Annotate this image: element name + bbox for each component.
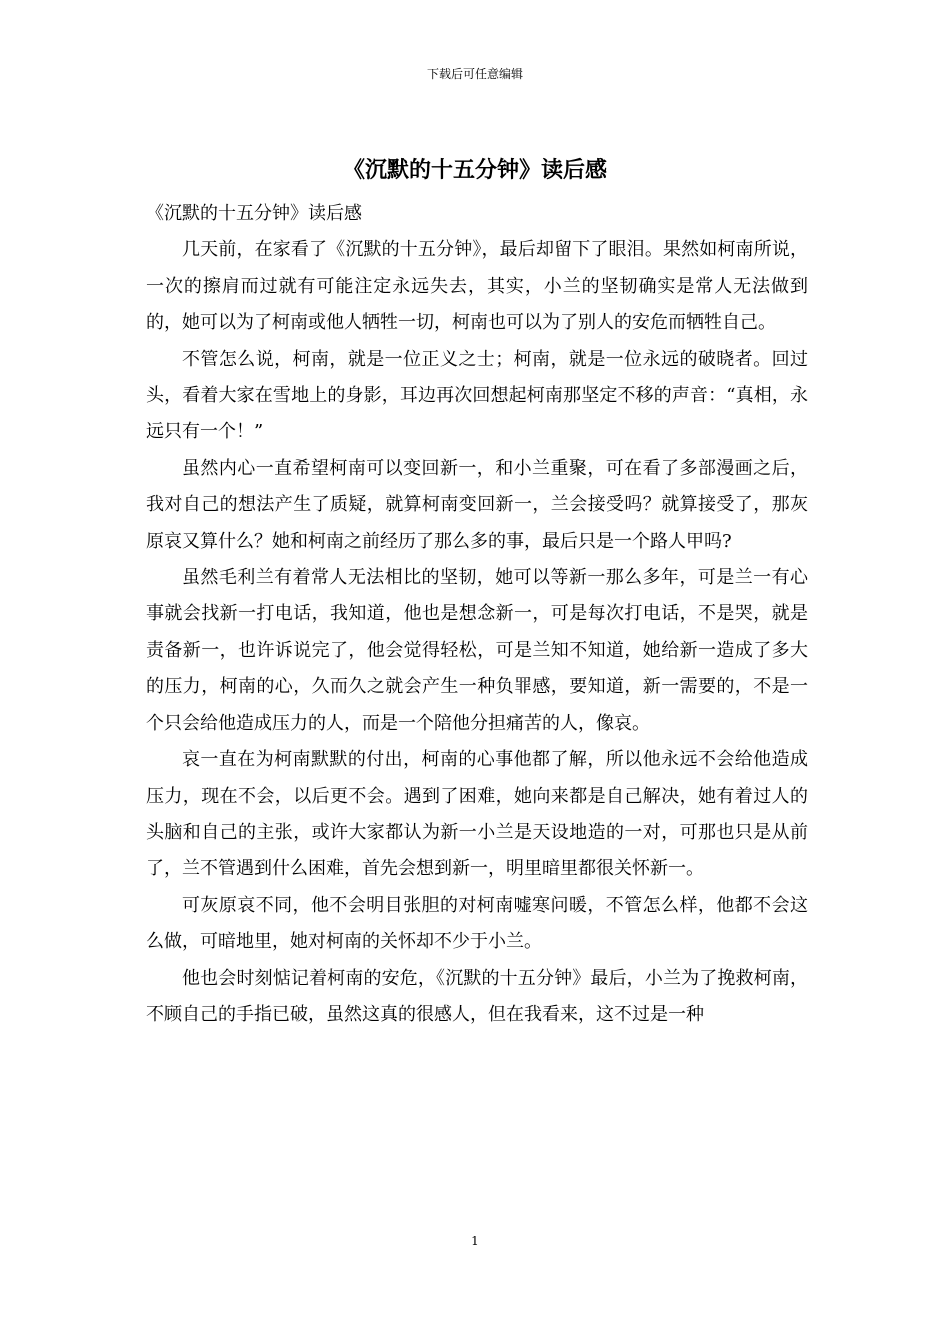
document-title: 《沉默的十五分钟》读后感 xyxy=(342,157,607,183)
paragraph: 他也会时刻惦记着柯南的安危，《沉默的十五分钟》最后，小兰为了挽救柯南，不顾自己的手指已破，虽然这真的很感人，但在我看来，这不过是一种 xyxy=(146,967,808,1025)
document-body xyxy=(146,196,808,1033)
page-number: 1 xyxy=(471,1234,479,1248)
paragraph: 虽然毛利兰有着常人无法相比的坚韧，她可以等新一那么多年，可是兰一有心事就会找新一打电话，我知道，他也是想念新一，可是每次打电话，不是哭，就是责备新一，也许诉说完了，他会觉得轻松，可是兰知不知道，她给新一造成了多大的压力，柯南的心，久而久之就会产生一种负罪感，要知道，新一需要的，不是一个只会给他造成压力的人，而是一个陪他分担痛苦的人，像哀。 xyxy=(146,567,808,734)
paragraph: 几天前，在家看了《沉默的十五分钟》，最后却留下了眼泪。果然如柯南所说，一次的擦肩而过就有可能注定永远失去，其实，小兰的坚韧确实是常人无法做到的，她可以为了柯南或他人牺牲一切，柯南也可以为了别人的安危而牺牲自己。 xyxy=(146,239,808,334)
paragraph: 不管怎么说，柯南，就是一位正义之士；柯南，就是一位永远的破晓者。回过头，看着大家在雪地上的身影，耳边再次回想起柯南那坚定不移的声音：“真相，永远只有一个！” xyxy=(146,348,808,443)
paragraph: 可灰原哀不同，他不会明目张胆的对柯南嘘寒问暖，不管怎么样，他都不会这么做，可暗地里，她对柯南的关怀却不少于小兰。 xyxy=(146,894,808,953)
header-note: 下载后可任意编辑 xyxy=(426,67,523,81)
document-subtitle: 《沉默的十五分钟》读后感 xyxy=(146,203,362,224)
paragraph: 哀一直在为柯南默默的付出，柯南的心事他都了解，所以他永远不会给他造成压力，现在不会，以后更不会。遇到了困难，她向来都是自己解决，她有着过人的头脑和自己的主张，或许大家都认为新一小兰是天设地造的一对，可那也只是从前了，兰不管遇到什么困难，首先会想到新一，明里暗里都很关怀新一。 xyxy=(146,749,808,880)
paragraph: 虽然内心一直希望柯南可以变回新一，和小兰重聚，可在看了多部漫画之后，我对自己的想法产生了质疑，就算柯南变回新一，兰会接受吗？就算接受了，那灰原哀又算什么？她和柯南之前经历了那么多的事，最后只是一个路人甲吗? xyxy=(146,457,808,552)
